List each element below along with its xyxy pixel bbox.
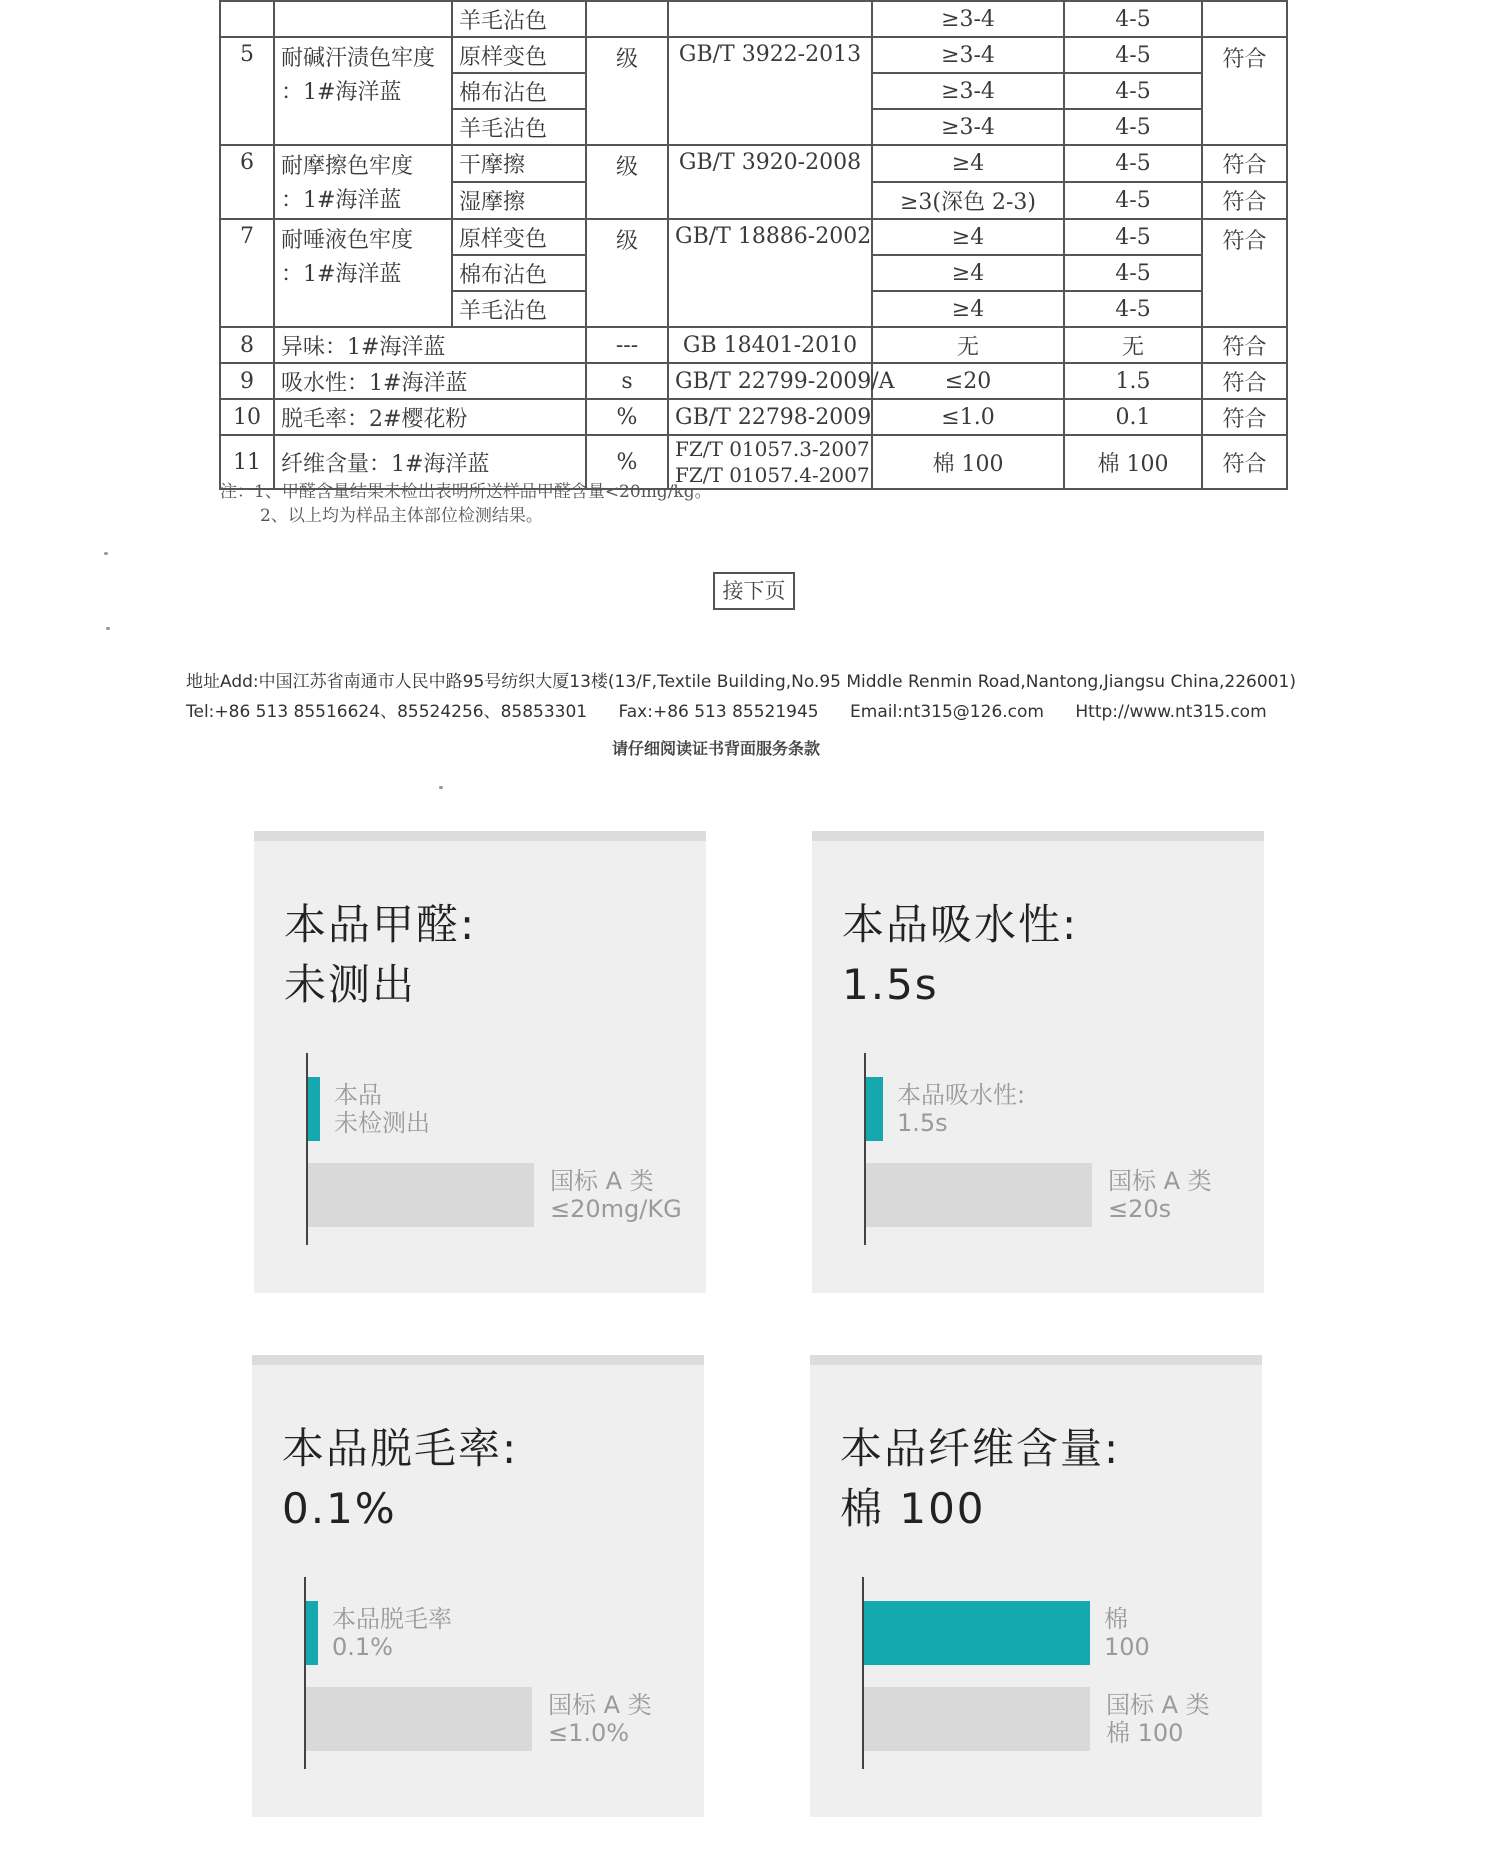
sample-label: 棉 100 (1104, 1605, 1150, 1661)
card-headline (284, 895, 476, 1015)
sample-bar (866, 1077, 883, 1141)
headline-title: 本品甲醛: (284, 900, 477, 949)
card-top-bar (254, 831, 706, 841)
sample-bar (308, 1077, 320, 1141)
card-headline (840, 1419, 1120, 1539)
table-row: 10 脱毛率：2#樱花粉 % GB/T 22798-2009 ≤1.0 0.1 符合 (220, 399, 1287, 435)
test-report-table (219, 0, 1288, 490)
scan-speck (439, 786, 443, 789)
table-row: 6 耐摩擦色牢度 ：1#海洋蓝 干摩擦 级 GB/T 3920-2008 ≥4 4-5 符合 (220, 145, 1287, 182)
report-notes (220, 480, 712, 528)
sample-bar (306, 1601, 318, 1665)
lab-fax: Fax:+86 513 85521945 (618, 702, 819, 722)
standard-bar (308, 1163, 534, 1227)
standard-label: 国标 A 类 ≤1.0% (548, 1691, 652, 1747)
sample-bar (864, 1601, 1090, 1665)
table-row: 8 异味：1#海洋蓝 --- GB 18401-2010 无 无 符合 (220, 327, 1287, 363)
terms-note: 请仔细阅读证书背面服务条款 (612, 739, 821, 758)
lab-website: Http://www.nt315.com (1075, 702, 1267, 722)
lab-email: Email:nt315@126.com (850, 702, 1044, 722)
table-row: 9 吸水性：1#海洋蓝 s GB/T 22799-2009/A ≤20 1.5 符合 (220, 363, 1287, 399)
card-absorbency (812, 831, 1264, 1293)
table-row: 羊毛沾色 ≥3-4 4-5 (220, 1, 1287, 37)
standard-label: 国标 A 类 棉 100 (1106, 1691, 1210, 1747)
lab-contact (186, 697, 1293, 722)
headline-title: 本品吸水性: (842, 900, 1079, 949)
sample-label: 本品脱毛率 0.1% (332, 1605, 452, 1661)
headline-value: 0.1% (282, 1484, 397, 1533)
card-headline (842, 895, 1078, 1015)
table-row: 5 耐碱汗渍色牢度 ：1#海洋蓝 原样变色 级 GB/T 3922-2013 ≥3-4 4-5 符合 (220, 37, 1287, 73)
scan-speck (106, 627, 110, 630)
headline-title: 本品脱毛率: (282, 1424, 519, 1473)
card-headline (282, 1419, 518, 1539)
standard-bar (306, 1687, 532, 1751)
table-row: 棉布沾色 ≥4 4-5 (220, 255, 1287, 291)
standard-bar (864, 1687, 1090, 1751)
note-1: 注：1、甲醛含量结果未检出表明所送样品甲醛含量<20mg/kg。 (220, 482, 712, 502)
headline-title: 本品纤维含量: (840, 1424, 1121, 1473)
sample-label: 本品吸水性: 1.5s (897, 1081, 1026, 1137)
card-top-bar (810, 1355, 1262, 1365)
scan-speck (104, 552, 108, 555)
headline-value: 棉 100 (840, 1484, 986, 1533)
table-row: 棉布沾色 ≥3-4 4-5 (220, 73, 1287, 109)
card-top-bar (812, 831, 1264, 841)
table-row: 湿摩擦 ≥3(深色 2-3) 4-5 符合 (220, 182, 1287, 219)
card-fiber-content (810, 1355, 1262, 1817)
card-pilling (252, 1355, 704, 1817)
table-row: 羊毛沾色 ≥3-4 4-5 (220, 109, 1287, 145)
table-row: 7 耐唾液色牢度 ：1#海洋蓝 原样变色 级 GB/T 18886-2002 ≥4 4-5 符合 (220, 219, 1287, 255)
headline-value: 未测出 (284, 960, 417, 1009)
table-row: 11 纤维含量：1#海洋蓝 % FZ/T 01057.3-2007 FZ/T 01057.4-2007 棉 100 棉 100 符合 (220, 435, 1287, 489)
table-row: 羊毛沾色 ≥4 4-5 (220, 291, 1287, 327)
next-page-stamp: 接下页 (713, 572, 795, 610)
standard-label: 国标 A 类 ≤20s (1108, 1167, 1212, 1223)
lab-address: 地址Add:中国江苏省南通市人民中路95号纺织大厦13楼(13/F,Textile Building,No.95 Middle Renmin Road,Nantong,Jiangsu China,226001) (186, 672, 1296, 692)
lab-tel: Tel:+86 513 85516624、85524256、85853301 (186, 702, 588, 722)
headline-value: 1.5s (842, 960, 939, 1009)
card-top-bar (252, 1355, 704, 1365)
card-formaldehyde (254, 831, 706, 1293)
sample-label: 本品 未检测出 (334, 1081, 430, 1137)
note-2: 2、以上均为样品主体部位检测结果。 (260, 506, 543, 526)
standard-bar (866, 1163, 1092, 1227)
standard-label: 国标 A 类 ≤20mg/KG (550, 1167, 682, 1223)
